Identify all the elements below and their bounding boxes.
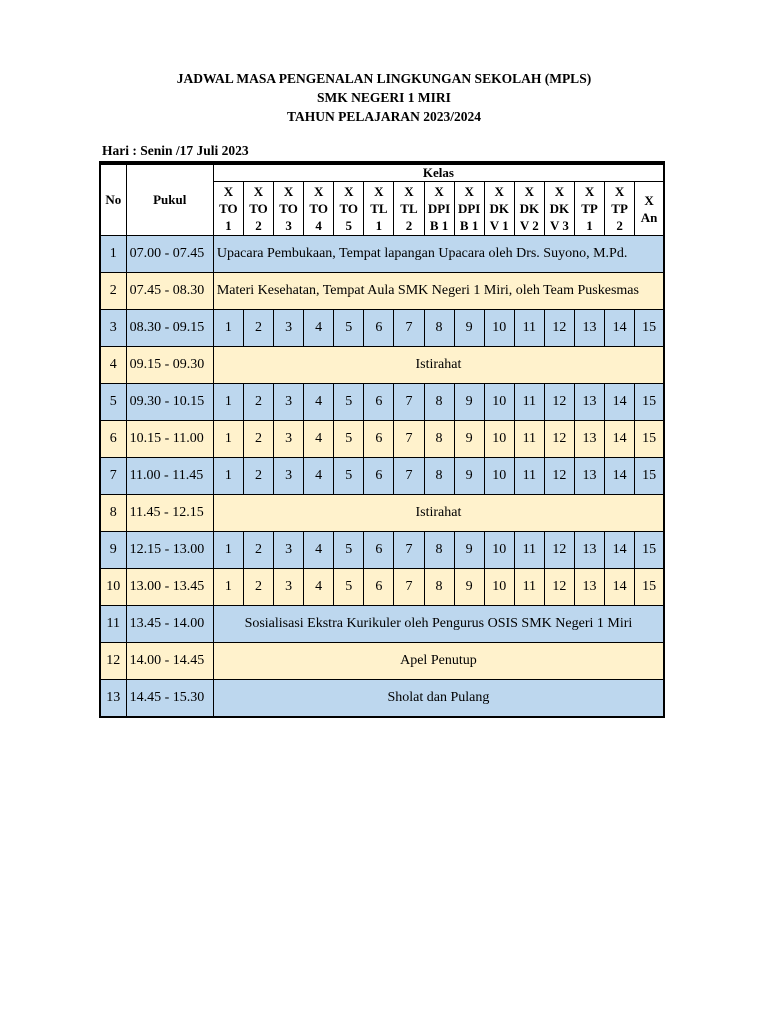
group-cell: 6 — [364, 421, 394, 458]
group-cell: 13 — [574, 458, 604, 495]
class-header — [514, 182, 544, 236]
class-header-part: 1 — [586, 218, 593, 233]
header-no: No — [100, 163, 126, 236]
row-time: 14.45 - 15.30 — [126, 680, 213, 718]
class-header-part: TL — [400, 201, 418, 216]
class-header-part: 2 — [405, 218, 413, 233]
class-header — [364, 182, 394, 236]
group-cell: 5 — [334, 310, 364, 347]
group-cell: 14 — [605, 458, 635, 495]
group-cell: 1 — [213, 532, 243, 569]
group-cell: 10 — [484, 384, 514, 421]
group-cell: 1 — [213, 458, 243, 495]
class-header-part: TO — [249, 201, 268, 216]
class-header — [424, 182, 454, 236]
class-header — [394, 182, 424, 236]
row-time: 13.00 - 13.45 — [126, 569, 213, 606]
group-cell: 1 — [213, 384, 243, 421]
class-header-part: An — [640, 209, 658, 225]
group-cell: 8 — [424, 569, 454, 606]
class-header-part: DPI — [457, 201, 481, 216]
schedule-row — [100, 680, 664, 718]
class-header-part: 3 — [285, 218, 292, 233]
group-cell: 12 — [544, 458, 574, 495]
group-cell: 2 — [243, 310, 273, 347]
activity-cell: Sosialisasi Ekstra Kurikuler oleh Pengurus OSIS SMK Negeri 1 Miri — [213, 606, 664, 643]
class-header-part: X — [313, 184, 324, 199]
class-header-part: TO — [339, 201, 359, 216]
group-cell: 6 — [364, 532, 394, 569]
group-cell: 13 — [574, 310, 604, 347]
class-header — [243, 182, 273, 236]
schedule-row — [100, 458, 664, 495]
group-cell: 10 — [484, 532, 514, 569]
schedule-row — [100, 569, 664, 606]
row-time: 07.45 - 08.30 — [126, 273, 213, 310]
class-header-part: TL — [370, 201, 388, 216]
header-pukul: Pukul — [126, 163, 213, 236]
group-cell: 4 — [304, 421, 334, 458]
schedule-row — [100, 495, 664, 532]
class-header-part: 1 — [375, 218, 383, 233]
class-header-part: DK — [549, 201, 570, 216]
schedule-row — [100, 347, 664, 384]
group-cell: 9 — [454, 569, 484, 606]
row-time: 12.15 - 13.00 — [126, 532, 213, 569]
schedule-row — [100, 643, 664, 680]
group-cell: 15 — [635, 421, 664, 458]
class-header-part: TO — [279, 201, 298, 216]
row-number: 2 — [100, 273, 126, 310]
row-number: 5 — [100, 384, 126, 421]
row-time: 08.30 - 09.15 — [126, 310, 213, 347]
group-cell: 12 — [544, 384, 574, 421]
group-cell: 7 — [394, 384, 424, 421]
class-header-part: B 1 — [429, 218, 449, 233]
group-cell: 5 — [334, 458, 364, 495]
class-header-part: X — [223, 184, 234, 199]
group-cell: 9 — [454, 532, 484, 569]
class-header — [213, 182, 243, 236]
group-cell: 3 — [274, 458, 304, 495]
schedule-row — [100, 236, 664, 273]
group-cell: 13 — [574, 421, 604, 458]
row-number: 10 — [100, 569, 126, 606]
group-cell: 4 — [304, 532, 334, 569]
row-time: 09.30 - 10.15 — [126, 384, 213, 421]
class-header-part: B 1 — [459, 218, 479, 233]
group-cell: 10 — [484, 569, 514, 606]
group-cell: 5 — [334, 384, 364, 421]
group-cell: 8 — [424, 384, 454, 421]
schedule-row — [100, 384, 664, 421]
class-header-part: V 2 — [519, 218, 539, 233]
class-header — [454, 182, 484, 236]
class-header-part: X — [404, 184, 414, 199]
group-cell: 14 — [605, 384, 635, 421]
group-cell: 4 — [304, 458, 334, 495]
group-cell: 3 — [274, 310, 304, 347]
class-header-part: TO — [219, 201, 238, 216]
group-cell: 9 — [454, 458, 484, 495]
class-header-part: 2 — [255, 218, 262, 233]
row-time: 11.00 - 11.45 — [126, 458, 213, 495]
group-cell: 7 — [394, 569, 424, 606]
row-time: 11.45 - 12.15 — [126, 495, 213, 532]
group-cell: 12 — [544, 421, 574, 458]
group-cell: 15 — [635, 532, 664, 569]
group-cell: 15 — [635, 569, 664, 606]
academic-year: TAHUN PELAJARAN 2023/2024 — [286, 109, 481, 124]
schedule-row — [100, 310, 664, 347]
group-cell: 7 — [394, 310, 424, 347]
group-cell: 10 — [484, 458, 514, 495]
class-header-part: 2 — [616, 218, 623, 233]
class-header — [605, 182, 635, 236]
group-cell: 4 — [304, 569, 334, 606]
header-kelas: Kelas — [213, 163, 664, 182]
day-label: Hari : Senin /17 Juli 2023 — [102, 143, 249, 158]
row-number: 3 — [100, 310, 126, 347]
group-cell: 2 — [243, 421, 273, 458]
class-header-part: 4 — [315, 218, 322, 233]
group-cell: 5 — [334, 421, 364, 458]
row-number: 7 — [100, 458, 126, 495]
row-time: 10.15 - 11.00 — [126, 421, 213, 458]
class-header-part: TO — [309, 201, 328, 216]
class-header-part: X — [374, 184, 384, 199]
group-cell: 3 — [274, 532, 304, 569]
class-header-part: DK — [489, 201, 509, 216]
group-cell: 9 — [454, 310, 484, 347]
group-cell: 8 — [424, 310, 454, 347]
group-cell: 3 — [274, 569, 304, 606]
class-header-part: 5 — [345, 218, 353, 233]
group-cell: 7 — [394, 532, 424, 569]
schedule-body — [100, 236, 664, 718]
group-cell: 3 — [274, 421, 304, 458]
schedule-table — [99, 161, 665, 718]
group-cell: 9 — [454, 384, 484, 421]
class-header-part: V 1 — [489, 218, 509, 233]
activity-cell: Istirahat — [213, 347, 664, 384]
group-cell: 8 — [424, 532, 454, 569]
row-number: 12 — [100, 643, 126, 680]
class-header-part: X — [464, 184, 474, 199]
class-header-part: DK — [519, 201, 540, 216]
group-cell: 2 — [243, 532, 273, 569]
row-time: 09.15 - 09.30 — [126, 347, 213, 384]
class-header-part: X — [614, 184, 625, 199]
schedule-row — [100, 606, 664, 643]
activity-cell: Istirahat — [213, 495, 664, 532]
group-cell: 1 — [213, 310, 243, 347]
schedule-row — [100, 421, 664, 458]
row-time: 13.45 - 14.00 — [126, 606, 213, 643]
class-header-part: TP — [581, 201, 598, 216]
class-header-part: V 3 — [549, 218, 569, 233]
class-header — [574, 182, 604, 236]
group-cell: 1 — [213, 569, 243, 606]
group-cell: 8 — [424, 421, 454, 458]
class-header-part: X — [554, 184, 565, 199]
group-cell: 5 — [334, 532, 364, 569]
row-number: 9 — [100, 532, 126, 569]
group-cell: 8 — [424, 458, 454, 495]
class-header — [304, 182, 334, 236]
document-title: JADWAL MASA PENGENALAN LINGKUNGAN SEKOLAH (MPLS) — [176, 71, 592, 86]
activity-cell: Sholat dan Pulang — [213, 680, 664, 718]
class-header-part: 1 — [225, 218, 232, 233]
group-cell: 6 — [364, 569, 394, 606]
group-cell: 15 — [635, 310, 664, 347]
class-header — [274, 182, 304, 236]
schedule-row — [100, 273, 664, 310]
schedule-row — [100, 532, 664, 569]
group-cell: 9 — [454, 421, 484, 458]
group-cell: 13 — [574, 569, 604, 606]
group-cell: 14 — [605, 310, 635, 347]
group-cell: 4 — [304, 384, 334, 421]
class-header-part: DPI — [427, 201, 451, 216]
activity-cell: Upacara Pembukaan, Tempat lapangan Upacara oleh Drs. Suyono, M.Pd. — [213, 236, 664, 273]
group-cell: 13 — [574, 532, 604, 569]
group-cell: 15 — [635, 384, 664, 421]
group-cell: 11 — [514, 569, 544, 606]
group-cell: 10 — [484, 421, 514, 458]
row-number: 1 — [100, 236, 126, 273]
group-cell: 14 — [605, 569, 635, 606]
group-cell: 2 — [243, 384, 273, 421]
group-cell: 14 — [605, 421, 635, 458]
class-header — [334, 182, 364, 236]
group-cell: 11 — [514, 532, 544, 569]
class-header-part: X — [283, 184, 294, 199]
class-header — [544, 182, 574, 236]
class-header-part: X — [253, 184, 264, 199]
group-cell: 12 — [544, 532, 574, 569]
group-cell: 11 — [514, 421, 544, 458]
class-header — [635, 182, 664, 236]
group-cell: 14 — [605, 532, 635, 569]
row-number: 13 — [100, 680, 126, 718]
group-cell: 4 — [304, 310, 334, 347]
group-cell: 13 — [574, 384, 604, 421]
group-cell: 6 — [364, 384, 394, 421]
group-cell: 15 — [635, 458, 664, 495]
group-cell: 11 — [514, 458, 544, 495]
group-cell: 2 — [243, 458, 273, 495]
group-cell: 7 — [394, 458, 424, 495]
group-cell: 6 — [364, 458, 394, 495]
class-header-part: X — [644, 192, 654, 208]
group-cell: 3 — [274, 384, 304, 421]
activity-cell: Materi Kesehatan, Tempat Aula SMK Negeri 1 Miri, oleh Team Puskesmas — [213, 273, 664, 310]
group-cell: 5 — [334, 569, 364, 606]
school-name: SMK NEGERI 1 MIRI — [317, 90, 451, 105]
class-header-part: X — [494, 184, 504, 199]
group-cell: 7 — [394, 421, 424, 458]
row-number: 6 — [100, 421, 126, 458]
class-header-part: X — [584, 184, 595, 199]
class-header — [484, 182, 514, 236]
row-time: 14.00 - 14.45 — [126, 643, 213, 680]
group-cell: 11 — [514, 384, 544, 421]
group-cell: 11 — [514, 310, 544, 347]
row-number: 11 — [100, 606, 126, 643]
row-number: 8 — [100, 495, 126, 532]
activity-cell: Apel Penutup — [213, 643, 664, 680]
group-cell: 6 — [364, 310, 394, 347]
group-cell: 12 — [544, 310, 574, 347]
class-header-part: X — [434, 184, 444, 199]
group-cell: 12 — [544, 569, 574, 606]
class-header-part: TP — [611, 201, 628, 216]
class-header-part: X — [344, 184, 354, 199]
row-number: 4 — [100, 347, 126, 384]
group-cell: 10 — [484, 310, 514, 347]
class-header-part: X — [524, 184, 535, 199]
group-cell: 2 — [243, 569, 273, 606]
group-cell: 1 — [213, 421, 243, 458]
row-time: 07.00 - 07.45 — [126, 236, 213, 273]
